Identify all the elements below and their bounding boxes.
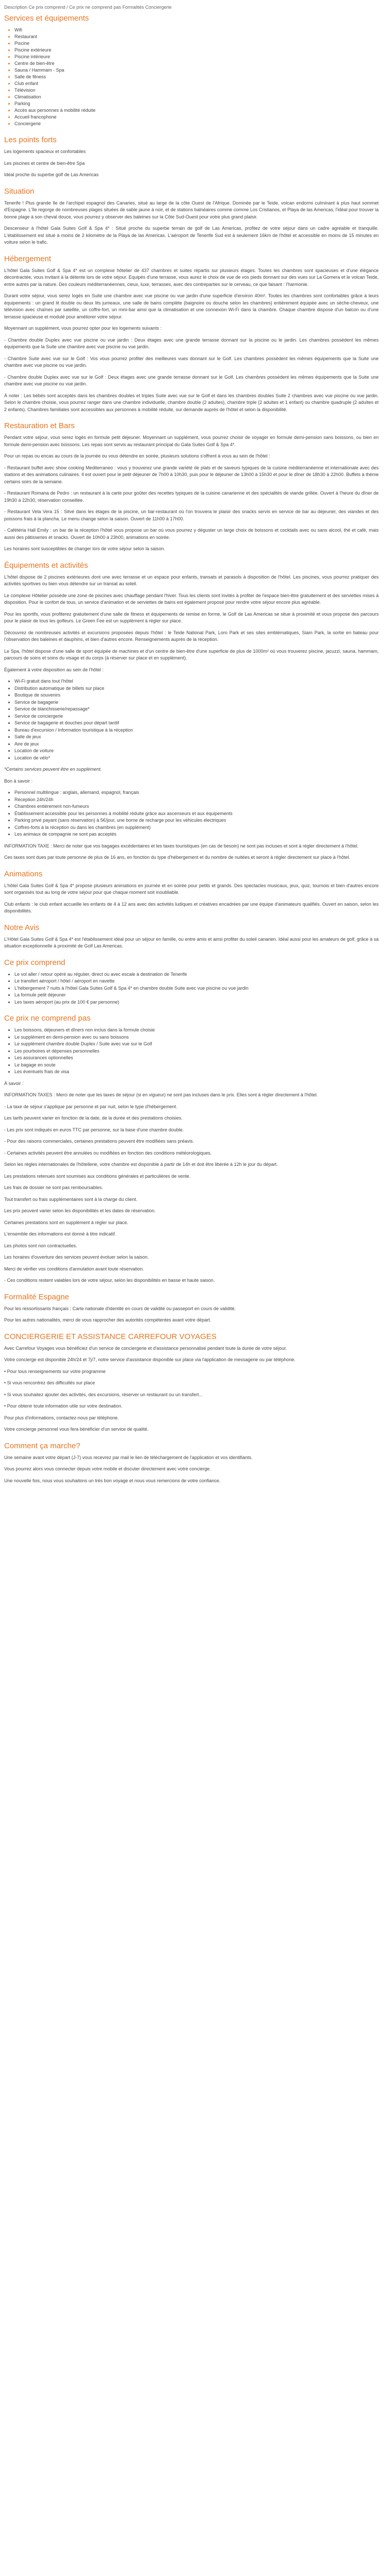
- equipements-text: Le complexe Hôtelier possède une zone de piscines avec chauffage pendant l'hiver. Tous les clients sont invités à profiter de l'espace bien-être gratuitement et des serviettes mises à disposition. Pour le confort de tous, un service d'animation et de serviettes de bains est également proposé pour rendre votre séjour encore plus agréable.: [4, 592, 379, 605]
- animations-text: Club enfants : le club enfant accueille les enfants de 4 à 12 ans avec des activités ludiques et créatives encadrées par une équipe d'animateurs qualifiés. Ouvert en saison, selon les disponibilités.: [4, 901, 379, 913]
- services-title: Services et équipements: [4, 14, 89, 23]
- equipements-title: Équipements et activités: [4, 561, 88, 570]
- ne-comprend-text: Selon les règles internationales de l'hôtellerie, votre chambre est disponible à partir de 14h et doit être libérée à 12h le jour du départ.: [4, 1162, 278, 1167]
- situation-text: Tenerife ! Plus grande île de l'archipel espagnol des Canaries, situé au large de la côte Ouest de l'Afrique. Dominée par le Teide, volcan endormi culminant à plus haut sommet d'Espagne. L'île regorge de nombreuses plages situées de sable jaune à noir, et de stations balnéaires comme comme Los Cristianos, et Playa de las Americas, l'idéal pour trouver la bonne plage à son cheval douce, vous pourrez y observer des baleines sur la Côte Sud-Ouest pour votre plus grand plaisir.: [4, 200, 379, 219]
- service-item: • Conciergerie: [14, 121, 379, 127]
- tax-info: INFORMATION TAXE : Merci de noter que vos bagages excédentaires et les taxes touristiques (en cas de besoin) ne sont pas incluses et sont à régler directement à l'hôtel.: [4, 843, 359, 849]
- animations-text: L'hôtel Gala Suites Golf & Spa 4* propose plusieurs animations en journée et en soirée pour petits et grands. Des spectacles musicaux, jeux, quiz, tournois et bien d'autres encore sont organisés tout au long de votre séjour pour que chaque moment soit inoubliable.: [4, 883, 379, 895]
- animations-title: Animations: [4, 869, 43, 878]
- conciergerie-text: Pour plus d'informations, contactez-nous par téléphone.: [4, 1415, 119, 1420]
- ne-comprend-text: Certaines prestations sont en supplément à régler sur place.: [4, 1219, 128, 1225]
- hebergement-text: Moyennant un supplément, vous pourrez opter pour les logements suivants :: [4, 326, 162, 331]
- list-item: • Service de conciergerie: [14, 713, 379, 720]
- conciergerie-text: • Si vous souhaitez ajouter des activités, des excursions, réserver un restaurant ou un transfert...: [4, 1392, 203, 1397]
- list-item: • Location de vélo*: [14, 755, 379, 762]
- service-item: • Salle de fitness: [14, 74, 379, 80]
- ne-comprend-text: Les prestations retenues sont soumises aux conditions générales et particulières de vente.: [4, 1173, 191, 1179]
- equipements-list: [4, 678, 379, 761]
- bon-a-savoir-label: Bon à savoir :: [4, 778, 33, 784]
- list-item: • Service de bagagerie: [14, 699, 379, 706]
- ne-comprend-text: - La taxe de séjour s'applique par personne et par nuit, selon le type d'hébergement.: [4, 1104, 177, 1109]
- service-item: • Restaurant: [14, 33, 379, 40]
- restauration-text: Pendant votre séjour, vous serez logés en formule petit déjeuner. Moyennant un supplément, vous pourrez choisir de voyager en formule demi-pension sans boissons, ou bien en formule demi-pension avec boissons. Les repas sont servis au restaurant principal du Gala Suites Golf & Spa 4*.: [4, 435, 379, 447]
- service-item: • Climatisation: [14, 94, 379, 100]
- list-item: • Les animaux de compagnie ne sont pas acceptés: [14, 831, 379, 838]
- hebergement-text: - Chambre double Duplex avec vue sur le Golf : Deux étages avec une grande terrasse donnant sur le Golf. Les chambres possèdent les mêmes équipements que la Suite une chambre avec vue piscine ou vue jardin.: [4, 374, 379, 386]
- conciergerie-text: Votre concierge personnel vous fera bénéficier d'un service de qualité.: [4, 1427, 149, 1432]
- points-forts-text: Les piscines et centre de bien-être Spa: [4, 160, 85, 166]
- notre-avis-text: L'Hôtel Gala Suites Golf & Spa 4* est l'établissement idéal pour un séjour en famille, ou entre amis et ainsi profiter du soleil canarien. Idéal aussi pour les amateurs de golf, grâce à sa situation exceptionnelle à proximité de Golf Las Americas.: [4, 936, 379, 948]
- list-item: • Boutique de souvenirs: [14, 692, 379, 699]
- points-forts-title: Les points forts: [4, 135, 57, 144]
- comprend-list: [4, 971, 379, 1006]
- list-item: • Le supplément chambre double Duplex / Suite avec vue sur le Golf: [14, 1041, 379, 1048]
- restauration-text: Les horaires sont susceptibles de changer lors de votre séjour selon la saison.: [4, 546, 166, 551]
- equipements-text: Le Spa, l'hôtel dispose d'une salle de sport équipée de machines et d'un centre de bien-être d'une superficie de plus de 1000m² où vous trouverez piscine, jacuzzi, sauna, hammam, parcours de soins et soins du visage et du corps (à réserver sur place et en supplément).: [4, 648, 379, 660]
- list-item: • Location de voiture: [14, 748, 379, 755]
- situation-text: Descenseur à l'hôtel Gala Suites Golf & Spa 4* : Situé proche du superbe terrain de golf de Las Americas, profitez de votre séjour dans un cadre agréable et tranquille. L'établissement est situé à moins de 2 kilomètre de la Playa de las Americas. L'aéroport de Tenerife Sud est à seulement 16km de l'hôtel et accessible en moins de 15 minutes en voiture selon le trafic.: [4, 226, 379, 245]
- ne-comprend-text: Les tarifs peuvent varier en fonction de la date, de la durée et des prestations choisies.: [4, 1115, 183, 1121]
- list-item: • Les pourboires et dépenses personnelles: [14, 1048, 379, 1055]
- restauration-text: Pour un repas ou encas au cours de la journée ou vous détendre en soirée, plusieurs solutions s'offrent à vous au sein de l'hôtel :: [4, 453, 270, 459]
- formalites-text: Pour les ressortissants français : Carte nationale d'identité en cours de validité ou passeport en cours de validité.: [4, 1306, 236, 1311]
- list-item: • L'hébergement 7 nuits à l'hôtel Gala Suites Golf & Spa 4* en chambre double Suite avec vue piscine ou vue jardin: [14, 985, 379, 992]
- ne-comprend-title: Ce prix ne comprend pas: [4, 1014, 91, 1023]
- services-list: [4, 27, 379, 127]
- list-item: • Les assurances optionnelles: [14, 1055, 379, 1062]
- list-item: • Réception 24h/24h: [14, 796, 379, 804]
- restauration-text: - Restaurant Romana de Pedro : un restaurant à la carte pour goûter des recettes typiques de la cuisine canarienne et des spécialités de viande grillée. Ouvert à l'heure du dîner de 19h30 à 22h30, réservation conseillée.: [4, 490, 379, 503]
- equipements-text: Pour les sportifs, vous profiterez gratuitement d'une salle de fitness et équipements de remise en forme, le Golf de Las Americas se situe à proximité et vous propose des parcours pour le plaisir de tous les golfeurs. Le Green Fee est un supplément à régler sur place.: [4, 611, 379, 623]
- restauration-text: - Restaurant buffet avec show cooking Mediterraneo : vous y trouverez une grande variété de plats et de saveurs typiques de la cuisine méditerranéenne et internationale avec des stations et des animations culinaires. Il est ouvert pour le petit déjeuner de 7h00 à 10h30, puis pour le déjeuner de 13h00 à 15h30 et pour le dîner de 18h30 à 22h00. Buffets à thème certains soirs de la semaine.: [4, 465, 379, 484]
- list-item: • Les éventuels frais de visa: [14, 1069, 379, 1076]
- list-item: • Distribution automatique de billets sur place: [14, 685, 379, 692]
- bon-a-savoir-list: [4, 789, 379, 838]
- restauration-title: Restauration et Bars: [4, 421, 75, 430]
- equipements-text: Découvrez de nombreuses activités et excursions proposées depuis l'hôtel : le Teide National Park, Loro Park et ses sites emblématiques, Siam Park, la sortie en bateau pour l'observation des baleines et dauphins, et bien d'autres encore. Renseignements auprès de la réception.: [4, 630, 379, 642]
- conciergerie-text: Votre concierge est disponible 24h/24 et 7j/7, notre service d'assistance disponible sur place via l'application de messagerie ou par téléphone.: [4, 1357, 296, 1362]
- comment-title: Comment ça marche?: [4, 1441, 80, 1450]
- ne-comprend-text: - Les prix sont indiqués en euros TTC par personne, sur la base d'une chambre double.: [4, 1127, 184, 1132]
- tax-info: Ces taxes sont dues par toute personne de plus de 16 ans, en fonction du type d'hébergement et du nombre de nuitées et seront à régler directement sur place à l'hôtel.: [4, 855, 350, 860]
- equipements-text: Également à votre disposition au sein de l'hôtel :: [4, 667, 104, 672]
- hebergement-text: - Chambre double Duplex avec vue piscine ou vue jardin : Deux étages avec une grande terrasse donnant sur la piscine ou le jardin. Les chambres possèdent les mêmes équipements que la Suite une chambre avec vue piscine ou vue jardin.: [4, 337, 379, 349]
- a-savoir-label: À savoir :: [4, 1080, 24, 1086]
- conciergerie-title: CONCIERGERIE ET ASSISTANCE CARREFOUR VOYAGES: [4, 1332, 217, 1341]
- list-item: • Service de bagagerie et douches pour départ tardif: [14, 720, 379, 727]
- ne-comprend-text: Les frais de dossier ne sont pas remboursables.: [4, 1185, 103, 1190]
- service-item: • Piscine: [14, 40, 379, 47]
- list-item: • Établissement accessible pour les personnes à mobilité réduite grâce aux ascenseurs et aux équipements: [14, 810, 379, 818]
- list-item: • Salle de jeux: [14, 734, 379, 741]
- breadcrumb: Description Ce prix comprend / Ce prix ne comprend pas Formalités Conciergerie: [4, 5, 172, 10]
- restauration-text: - Cafétéria Hall Emily : un bar de la réception l'hôtel vous propose un bar où vous pourrez y déguster un large choix de boissons et cocktails avec ou sans alcool, thé et café, mais aussi des pâtisseries et snacks. Ouvert de 10h00 à 23h00, animations en soirée.: [4, 528, 379, 540]
- ne-comprend-text: - Ces conditions restent valables lors de votre séjour, selon les disponibilités en basse et haute saison.: [4, 1278, 215, 1283]
- service-item: • Piscine extérieure: [14, 47, 379, 54]
- list-item: • Les taxes aéroport (au prix de 100 € par personne): [14, 999, 379, 1006]
- list-item: • Le supplément en demi-pension avec ou sans boissons: [14, 1034, 379, 1041]
- ne-comprend-text: Les horaires d'ouverture des services peuvent évoluer selon la saison.: [4, 1255, 149, 1260]
- ne-comprend-text: Tout transfert ou frais supplémentaires sont à la charge du client.: [4, 1196, 138, 1202]
- formalites-title: Formalité Espagne: [4, 1292, 69, 1301]
- service-item: • Accès aux personnes à mobilité réduite: [14, 107, 379, 114]
- conciergerie-text: Avec Carrefour Voyages vous bénéficiez d'un service de conciergerie et d'assistance personnalisé pendant toute la durée de votre séjour.: [4, 1345, 287, 1351]
- service-item: • Piscine intérieure: [14, 54, 379, 60]
- service-item: • Télévision: [14, 87, 379, 94]
- notre-avis-title: Notre Avis: [4, 923, 40, 932]
- hebergement-text: Durant votre séjour, vous serez logés en Suite une chambre avec vue piscine ou vue jardin d'une superficie d'environ 40m². Toutes les chambres sont confortables grâce à leurs équipements : un grand lit double ou deux lits jumeaux, une salle de bains complète (baignoire ou douche selon les chambres) entièrement équipée avec un sèche-cheveux, une télévision avec chaînes par satellite, un coffre-fort, un mini-bar ainsi que la climatisation et une connexion Wi-Fi dans la chambre. Chaque chambre dispose d'un balcon ou d'une terrasse spacieuse et modulé pour améliorer votre séjour.: [4, 293, 379, 319]
- comment-text: Vous pourrez alors vous connecter depuis votre mobile et discuter directement avec votre concierge.: [4, 1466, 211, 1471]
- list-item: • Personnel multilingue : anglais, allemand, espagnol, français: [14, 789, 379, 796]
- list-item: • Le bagage en soute: [14, 1062, 379, 1069]
- comment-text: Une nouvelle fois, nous vous souhaitons un très bon voyage et nous vous remercions de votre confiance.: [4, 1478, 221, 1483]
- service-item: • Parking: [14, 100, 379, 107]
- ne-comprend-text: - Pour des raisons commerciales, certaines prestations peuvent être modifiées sans préavis.: [4, 1139, 194, 1144]
- points-forts-text: Idéal proche du superbe golf de Las Americas: [4, 172, 99, 177]
- conciergerie-text: • Si vous rencontrez des difficultés sur place: [4, 1380, 95, 1385]
- ne-comprend-list: [4, 1027, 379, 1076]
- list-item: • Coffres-forts à la réception ou dans les chambres (en supplément): [14, 824, 379, 832]
- list-item: • Service de blanchisserie/repassage*: [14, 706, 379, 713]
- list-item: • Bureau d'excursion / Information touristique à la réception: [14, 727, 379, 734]
- service-item: • Wifi: [14, 27, 379, 33]
- hebergement-text: L'hôtel Gala Suites Golf & Spa 4* est un complexe hôtelier de 437 chambres et suites répartis sur plusieurs étages. Toutes les chambres sont spacieuses et d'une élégance décontractée, vous invitant à la détente lors de votre séjour. Equipés d'une terrasse, vous aurez le choix de vue de vos pieds donnant sur des vues sur La Gomera et le volcan Teide, entre autres par la nature. Des couleurs méditerranéennes, cieux, luxe, terrasses, avec des contreparties sur le cerveau, ce que faisant : l'harmonie.: [4, 267, 379, 287]
- comprend-title: Ce prix comprend: [4, 958, 66, 967]
- list-item: • Le transfert aéroport / hôtel / aéroport en navette: [14, 978, 379, 985]
- equipements-text: L'hôtel dispose de 2 piscines extérieures dont une avec terrasse et un espace pour enfants, transats et parasols à disposition de l'hôtel. Les piscines, vous pourrez pratiquer des activités sportives ou bien vous détendre sur un transat au soleil.: [4, 574, 379, 586]
- equipements-note: *Certains services peuvent être en supplément.: [4, 767, 102, 772]
- ne-comprend-text: INFORMATION TAXES : Merci de noter que les taxes de séjour (si en vigueur) ne sont pas incluses dans le prix. Elles sont à régler directement à l'hôtel.: [4, 1092, 318, 1097]
- list-item: • Parking privé payant (sans réservation) à 5€/jour, une borne de recharge pour les véhicules électriques: [14, 817, 379, 824]
- restauration-text: - Restaurant Vela Vera 15 : Sitvé dans les étages de la piscine, un bar-restaurant où l'on trouvera le plaisir des snacks servis en service de bar au déjeuner, des viandes et des poissons frais à la plancha. Le menu change selon la saison. Ouvert de 11h00 à 17h00.: [4, 509, 379, 521]
- list-item: • Wi-Fi gratuit dans tout l'hôtel: [14, 678, 379, 685]
- ne-comprend-text: Les prix peuvent varier selon les disponibilités et les dates de réservation.: [4, 1208, 156, 1213]
- service-item: • Sauna / Hammam - Spa: [14, 67, 379, 74]
- comment-text: Une semaine avant votre départ (J-7) vous recevrez par mail le lien de téléchargement de l'application et vos identifiants.: [4, 1454, 253, 1460]
- ne-comprend-text: Les photos sont non contractuelles.: [4, 1243, 77, 1248]
- formalites-text: Pour les autres nationalités, merci de vous rapprocher des autorités compétentes avant votre départ.: [4, 1317, 211, 1323]
- conciergerie-text: • Pour tous renseignements sur votre programme: [4, 1368, 106, 1374]
- list-item: • Chambres entièrement non-fumeurs: [14, 803, 379, 810]
- hebergement-text: - Chambre Suite avec vue sur le Golf : Vos vous pourrez profiter des meilleures vues donnant sur le Golf. Les chambres possèdent les mêmes équipements que la Suite une chambre avec vue piscine ou vue jardin.: [4, 355, 379, 368]
- ne-comprend-text: L'ensemble des informations est donné à titre indicatif.: [4, 1231, 116, 1236]
- situation-title: Situation: [4, 187, 35, 196]
- service-item: • Club enfant: [14, 80, 379, 87]
- ne-comprend-text: - Certaines activités peuvent être annulées ou modifiées en fonction des conditions météorologiques.: [4, 1150, 212, 1156]
- ne-comprend-text: Merci de vérifier vos conditions d'annulation avant toute réservation.: [4, 1266, 144, 1272]
- conciergerie-text: • Pour obtenir toute information utile sur votre destination.: [4, 1403, 123, 1409]
- service-item: • Centre de bien-être: [14, 60, 379, 67]
- hebergement-text: À noter : Les bébés sont acceptés dans les chambres doubles et triples Suite avec vue sur le Golf et dans les chambres doubles Suite 2 chambres avec vue piscine ou vue jardin. Selon le chambre choisie, vous pourrez ranger dans une chambre individuelle, chambre double (2 adultes), chambre triple (2 adultes et 1 enfant) ou chambre quadruple (2 adultes et 2 enfants). Chambres familiales sont accessibles aux personnes à mobilité réduite, sur demande auprès de l'hôtel et selon la disponibilité.: [4, 393, 379, 412]
- list-item: • Les boissons, déjeuners et dîners non inclus dans la formule choisie: [14, 1027, 379, 1034]
- list-item: • Aire de jeux: [14, 741, 379, 748]
- list-item: • Le vol aller / retour opéré au régulier, direct ou avec escale à destination de Tenerife: [14, 971, 379, 978]
- list-item: • La formule petit déjeuner: [14, 992, 379, 999]
- service-item: • Accueil francophone: [14, 114, 379, 121]
- points-forts-text: Les logements spacieux et confortables: [4, 149, 86, 154]
- hebergement-title: Hébergement: [4, 254, 51, 263]
